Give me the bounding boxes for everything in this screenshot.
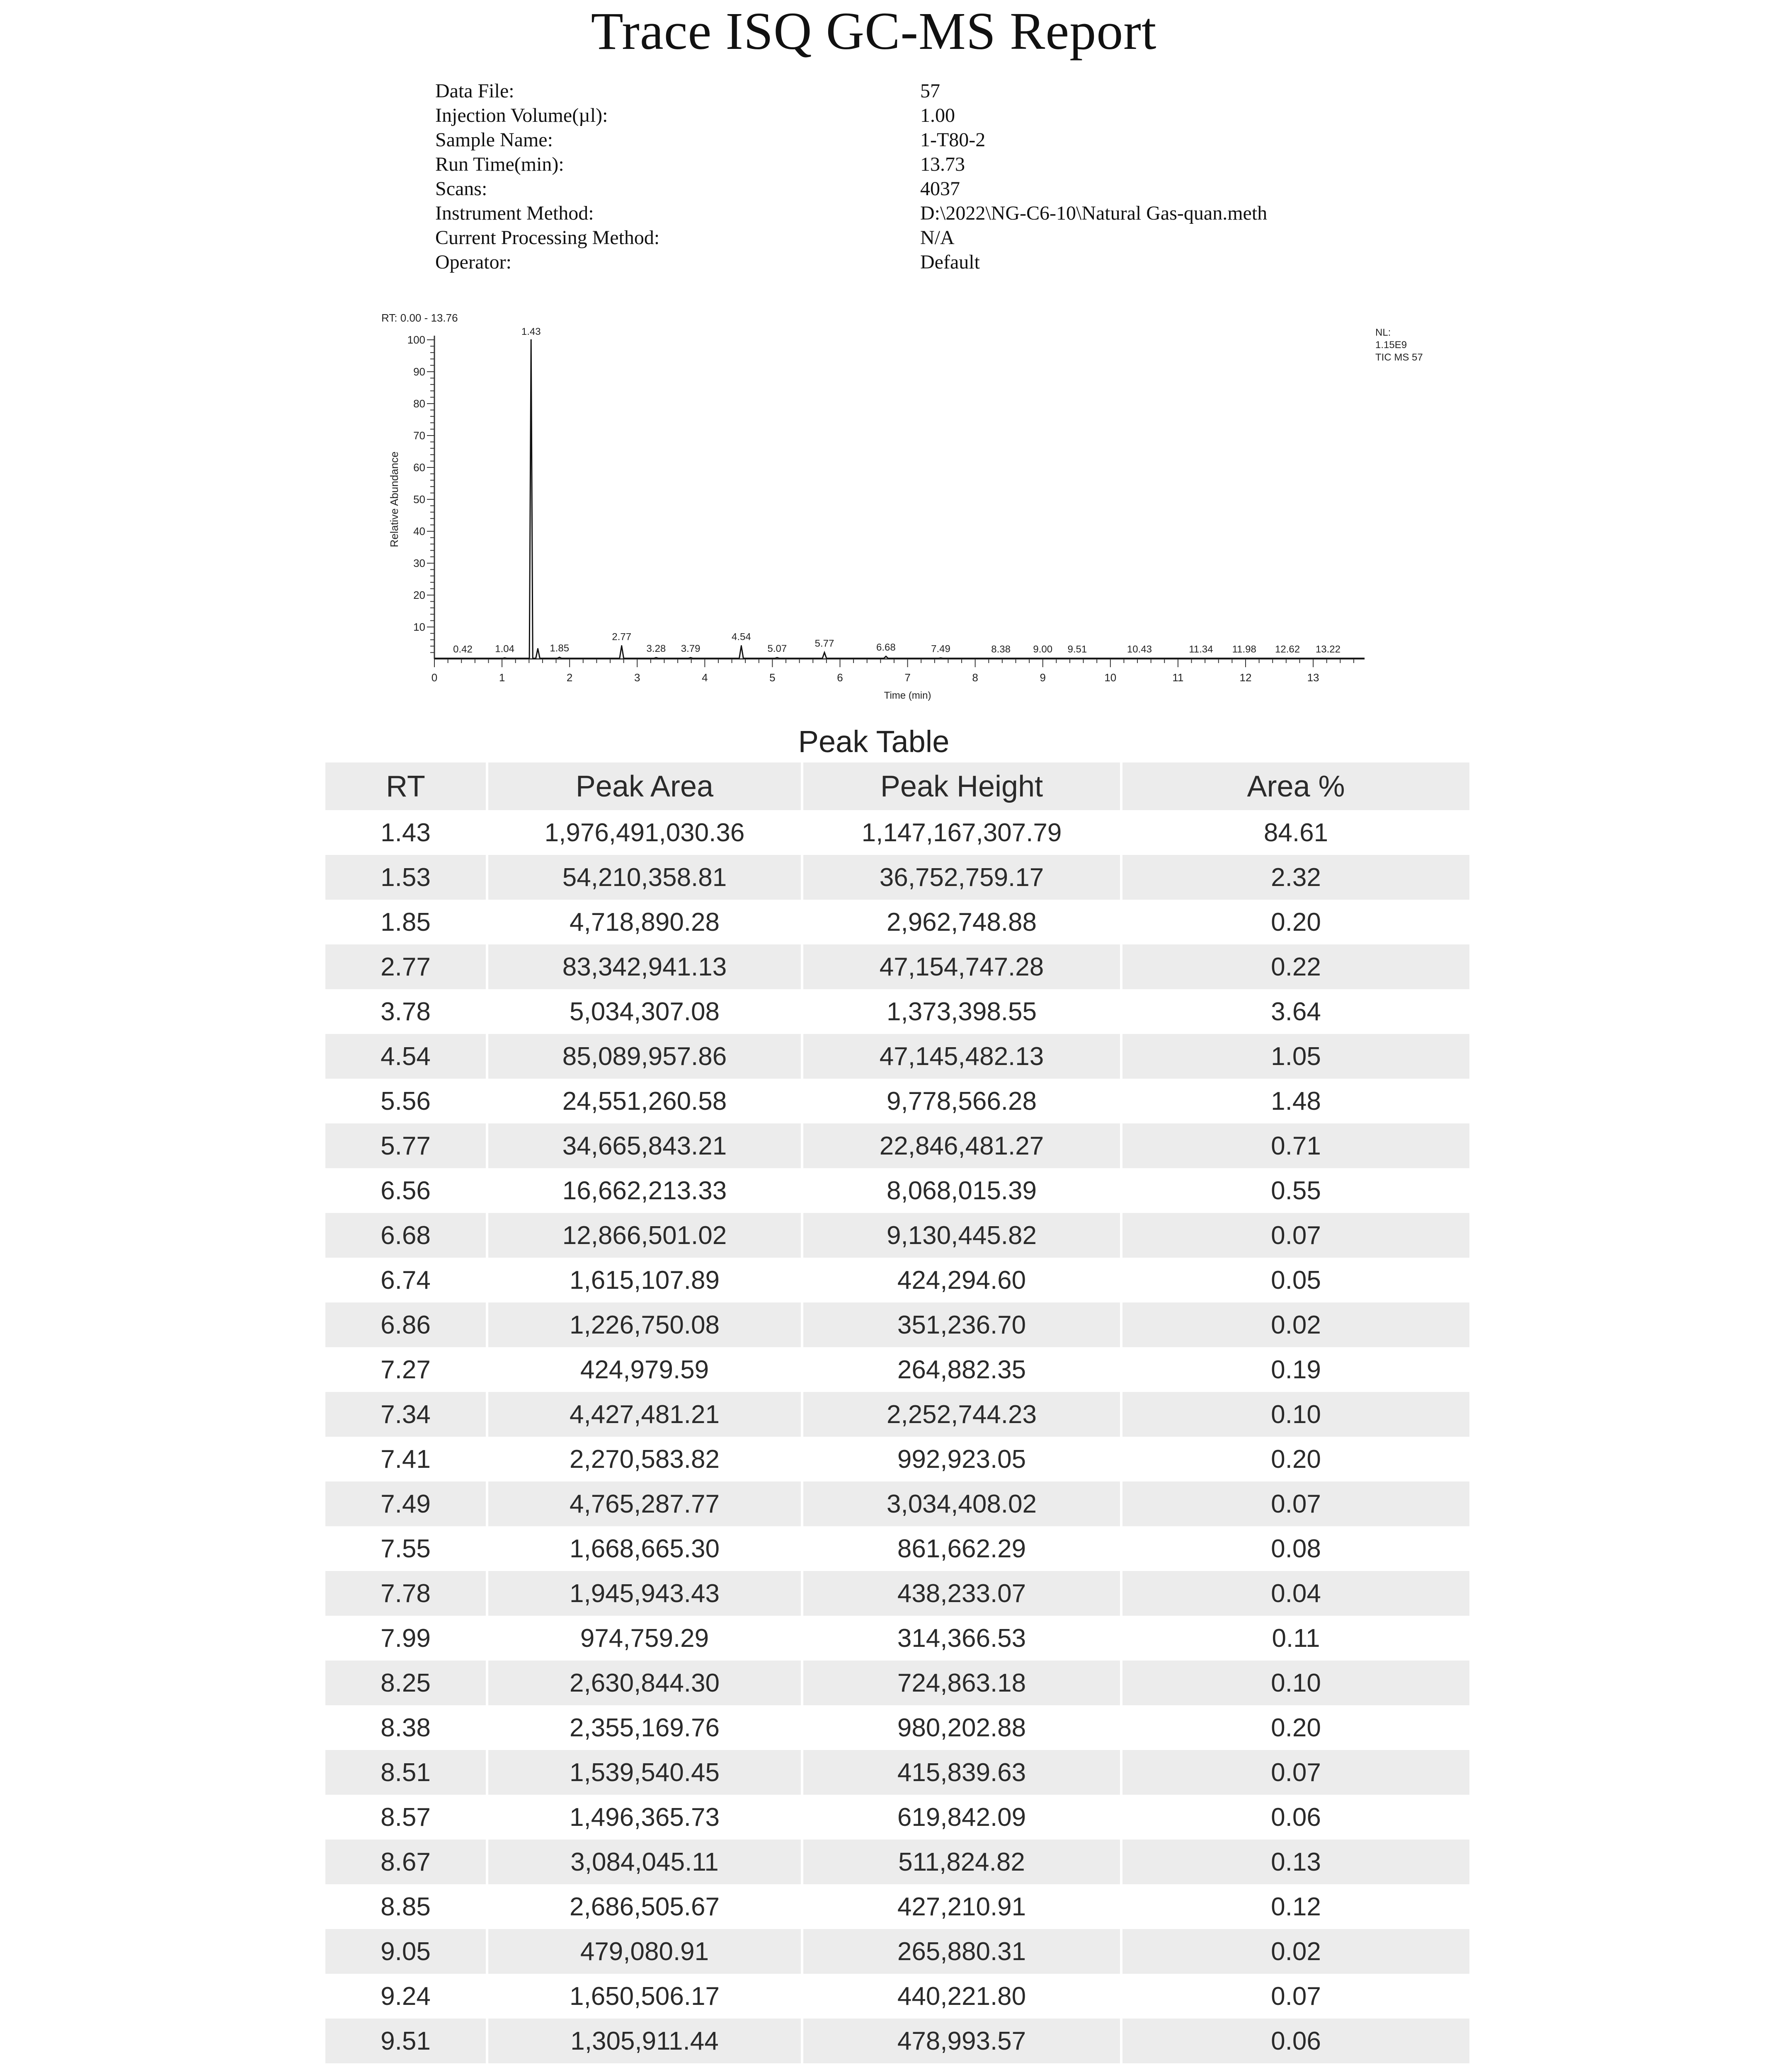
chromatogram-chart: [373, 307, 1513, 721]
cell-peak-area: 2,355,169.76: [487, 1705, 802, 1750]
header-area-percent: Area %: [1121, 762, 1469, 810]
cell-area-percent: 0.22: [1121, 944, 1469, 989]
meta-row: [435, 128, 1679, 152]
cell-rt: 1.43: [325, 810, 487, 855]
table-row: [325, 1168, 1469, 1213]
peak-point: [885, 656, 887, 657]
nl-label: NL:: [1375, 327, 1391, 338]
cell-peak-height: 8,068,015.39: [802, 1168, 1121, 1213]
table-row: [325, 1884, 1469, 1929]
peak-point: [559, 657, 560, 658]
y-tick-label: 20: [413, 589, 425, 601]
cell-rt: 7.78: [325, 1571, 487, 1616]
peak-label: 11.34: [1189, 644, 1213, 655]
y-axis-title: Relative Abundance: [388, 451, 400, 547]
peak-point: [824, 652, 825, 653]
cell-rt: 7.34: [325, 1392, 487, 1437]
cell-peak-area: 1,226,750.08: [487, 1302, 802, 1347]
cell-peak-area: 4,427,481.21: [487, 1392, 802, 1437]
table-row: [325, 1302, 1469, 1347]
cell-rt: 9.05: [325, 1929, 487, 1974]
table-row: [325, 1705, 1469, 1750]
cell-rt: 8.57: [325, 1795, 487, 1840]
cell-peak-area: 12,866,501.02: [487, 1213, 802, 1258]
cell-peak-area: 4,718,890.28: [487, 900, 802, 944]
peak-point: [741, 645, 742, 646]
meta-label: Instrument Method:: [435, 202, 594, 224]
cell-rt: 7.27: [325, 1347, 487, 1392]
peak-label: 0.42: [453, 644, 473, 655]
peak-label: 1.43: [521, 326, 541, 337]
cell-peak-height: 438,233.07: [802, 1571, 1121, 1616]
meta-label: Current Processing Method:: [435, 227, 660, 249]
cell-peak-area: 83,342,941.13: [487, 944, 802, 989]
cell-peak-height: 415,839.63: [802, 1750, 1121, 1795]
cell-peak-area: 4,765,287.77: [487, 1481, 802, 1526]
cell-rt: 9.51: [325, 2019, 487, 2063]
table-row: [325, 989, 1469, 1034]
peak-label: 3.79: [681, 643, 701, 654]
peak-label: 5.07: [767, 643, 787, 654]
peak-point: [1200, 658, 1202, 659]
table-row: [325, 1571, 1469, 1616]
y-tick-label: 80: [413, 397, 425, 410]
cell-area-percent: [1121, 2063, 1469, 2072]
table-row: [325, 1258, 1469, 1302]
cell-area-percent: 0.19: [1121, 1347, 1469, 1392]
cell-peak-height: 424,294.60: [802, 1258, 1121, 1302]
cell-rt: 5.56: [325, 1079, 487, 1123]
meta-row: [435, 177, 1679, 201]
y-tick-label: 70: [413, 429, 425, 442]
x-axis-title: Time (min): [884, 690, 931, 701]
cell-rt: 9.24: [325, 1974, 487, 2019]
table-row: [325, 1840, 1469, 1884]
table-row: [325, 944, 1469, 989]
cell-area-percent: 0.06: [1121, 1795, 1469, 1840]
cell-peak-height: 9,778,566.28: [802, 1079, 1121, 1123]
cell-area-percent: 2.32: [1121, 855, 1469, 900]
meta-label: Scans:: [435, 178, 487, 200]
meta-value: N/A: [920, 227, 955, 249]
cell-rt: 1.53: [325, 855, 487, 900]
cell-area-percent: 1.05: [1121, 1034, 1469, 1079]
peak-label: 9.51: [1067, 644, 1087, 655]
table-row: [325, 1526, 1469, 1571]
cell-peak-area: 3,084,045.11: [487, 1840, 802, 1884]
cell-peak-area: 1,976,491,030.36: [487, 810, 802, 855]
cell-peak-height: 1,147,167,307.79: [802, 810, 1121, 855]
table-row: [325, 900, 1469, 944]
peak-label: 12.62: [1275, 644, 1300, 655]
cell-peak-area: [487, 2063, 802, 2072]
cell-peak-area: 34,665,843.21: [487, 1123, 802, 1168]
cell-rt: 5.77: [325, 1123, 487, 1168]
cell-peak-area: 2,686,505.67: [487, 1884, 802, 1929]
cell-area-percent: 0.07: [1121, 1481, 1469, 1526]
cell-peak-height: 992,923.05: [802, 1437, 1121, 1481]
x-tick-label: 6: [837, 671, 843, 684]
cell-area-percent: 3.64: [1121, 989, 1469, 1034]
cell-rt: 8.25: [325, 1661, 487, 1705]
tic-trace: [434, 340, 1365, 658]
cell-peak-area: 1,945,943.43: [487, 1571, 802, 1616]
cell-rt: 7.41: [325, 1437, 487, 1481]
table-row: [325, 1929, 1469, 1974]
table-row: [325, 1616, 1469, 1661]
cell-peak-height: 264,882.35: [802, 1347, 1121, 1392]
x-tick-label: 8: [972, 671, 978, 684]
meta-row: [435, 152, 1679, 177]
cell-area-percent: 0.55: [1121, 1168, 1469, 1213]
table-row: [325, 855, 1469, 900]
table-row: [325, 810, 1469, 855]
cell-area-percent: 0.13: [1121, 1840, 1469, 1884]
table-row: [325, 1392, 1469, 1437]
cell-peak-area: 1,668,665.30: [487, 1526, 802, 1571]
cell-peak-area: 85,089,957.86: [487, 1034, 802, 1079]
cell-peak-area: 1,305,911.44: [487, 2019, 802, 2063]
peak-point: [1244, 658, 1245, 659]
cell-peak-height: 2,962,748.88: [802, 900, 1121, 944]
meta-value: D:\2022\NG-C6-10\Natural Gas-quan.meth: [920, 202, 1268, 224]
cell-peak-height: 440,221.80: [802, 1974, 1121, 2019]
peak-point: [690, 657, 691, 658]
peak-table: [325, 762, 1469, 2072]
peak-label: 1.85: [550, 643, 570, 654]
peak-point: [1000, 658, 1001, 659]
cell-area-percent: 0.05: [1121, 1258, 1469, 1302]
cell-peak-height: 478,993.57: [802, 2019, 1121, 2063]
meta-value: 57: [920, 80, 940, 102]
cell-area-percent: 0.02: [1121, 1929, 1469, 1974]
cell-rt: 8.67: [325, 1840, 487, 1884]
peak-point: [940, 657, 941, 658]
meta-label: Sample Name:: [435, 129, 553, 151]
meta-label: Run Time(min):: [435, 153, 564, 175]
cell-area-percent: 0.04: [1121, 1571, 1469, 1616]
x-tick-label: 12: [1239, 671, 1252, 684]
peak-point: [1042, 658, 1043, 659]
table-row: [325, 1347, 1469, 1392]
cell-peak-area: 24,551,260.58: [487, 1079, 802, 1123]
cell-area-percent: 0.02: [1121, 1302, 1469, 1347]
cell-rt: 6.86: [325, 1302, 487, 1347]
cell-peak-height: 47,145,482.13: [802, 1034, 1121, 1079]
x-tick-label: 0: [431, 671, 438, 684]
cell-area-percent: 0.11: [1121, 1616, 1469, 1661]
cell-peak-height: [802, 2063, 1121, 2072]
x-tick-label: 9: [1040, 671, 1046, 684]
cell-rt: 6.74: [325, 1258, 487, 1302]
y-tick-label: 40: [413, 525, 425, 537]
table-row: [325, 1034, 1469, 1079]
y-tick-label: 100: [407, 334, 425, 346]
header-peak-height: Peak Height: [802, 762, 1121, 810]
peak-point: [655, 657, 657, 658]
meta-value: 1-T80-2: [920, 129, 986, 151]
peak-label: 10.43: [1127, 644, 1152, 655]
cell-peak-height: 619,842.09: [802, 1795, 1121, 1840]
cell-peak-height: 3,034,408.02: [802, 1481, 1121, 1526]
cell-peak-height: 427,210.91: [802, 1884, 1121, 1929]
table-row: [325, 1661, 1469, 1705]
report-metadata: [435, 79, 1679, 274]
cell-peak-area: 2,270,583.82: [487, 1437, 802, 1481]
peak-label: 2.77: [612, 631, 632, 643]
meta-row: [435, 103, 1679, 128]
peak-label: 8.38: [991, 644, 1011, 655]
cell-peak-height: 980,202.88: [802, 1705, 1121, 1750]
peak-point: [776, 657, 778, 658]
cell-area-percent: 0.10: [1121, 1661, 1469, 1705]
cell-peak-height: 724,863.18: [802, 1661, 1121, 1705]
chromatogram-svg: [373, 307, 1513, 721]
peak-label: 3.28: [646, 643, 666, 654]
x-tick-label: 1: [499, 671, 505, 684]
peak-label: 4.54: [732, 631, 751, 643]
y-tick-label: 50: [413, 493, 425, 506]
cell-area-percent: 0.20: [1121, 1705, 1469, 1750]
peak-point: [1139, 658, 1140, 659]
table-row: [325, 2063, 1469, 2072]
cell-peak-height: 36,752,759.17: [802, 855, 1121, 900]
cell-rt: 7.55: [325, 1526, 487, 1571]
cell-peak-height: 1,373,398.55: [802, 989, 1121, 1034]
cell-peak-height: 314,366.53: [802, 1616, 1121, 1661]
table-row: [325, 1481, 1469, 1526]
cell-peak-height: 47,154,747.28: [802, 944, 1121, 989]
cell-peak-height: 861,662.29: [802, 1526, 1121, 1571]
cell-area-percent: 0.71: [1121, 1123, 1469, 1168]
cell-peak-area: 479,080.91: [487, 1929, 802, 1974]
cell-peak-area: 974,759.29: [487, 1616, 802, 1661]
peak-label: 5.77: [815, 638, 834, 649]
x-tick-label: 4: [702, 671, 708, 684]
peak-point: [504, 657, 505, 658]
peak-point: [1327, 658, 1328, 659]
table-row: [325, 1213, 1469, 1258]
peak-label: 7.49: [931, 643, 950, 655]
meta-label: Data File:: [435, 80, 514, 102]
x-tick-label: 11: [1172, 671, 1184, 684]
cell-peak-height: 9,130,445.82: [802, 1213, 1121, 1258]
y-tick-label: 90: [413, 366, 425, 378]
peak-table-title: Peak Table: [798, 724, 950, 759]
cell-area-percent: 0.08: [1121, 1526, 1469, 1571]
cell-peak-area: 1,615,107.89: [487, 1258, 802, 1302]
cell-area-percent: 0.07: [1121, 1974, 1469, 2019]
table-row: [325, 1123, 1469, 1168]
table-row: [325, 1750, 1469, 1795]
cell-peak-area: 2,630,844.30: [487, 1661, 802, 1705]
table-row: [325, 1437, 1469, 1481]
peak-label: 11.98: [1232, 644, 1256, 655]
header-rt: RT: [325, 762, 487, 810]
x-tick-label: 10: [1104, 671, 1117, 684]
peak-point: [531, 339, 532, 341]
x-tick-label: 7: [904, 671, 911, 684]
peak-point: [462, 658, 463, 659]
cell-rt: 4.54: [325, 1034, 487, 1079]
y-tick-label: 60: [413, 461, 425, 474]
y-tick-label: 10: [413, 621, 425, 633]
cell-rt: 8.38: [325, 1705, 487, 1750]
x-tick-label: 2: [566, 671, 573, 684]
cell-peak-area: 16,662,213.33: [487, 1168, 802, 1213]
cell-area-percent: 0.20: [1121, 900, 1469, 944]
meta-value: 1.00: [920, 104, 955, 126]
cell-peak-area: 1,650,506.17: [487, 1974, 802, 2019]
cell-rt: 7.99: [325, 1616, 487, 1661]
x-tick-label: 5: [769, 671, 776, 684]
cell-rt: 1.85: [325, 900, 487, 944]
cell-area-percent: 0.20: [1121, 1437, 1469, 1481]
cell-area-percent: 84.61: [1121, 810, 1469, 855]
header-peak-area: Peak Area: [487, 762, 802, 810]
cell-peak-height: 265,880.31: [802, 1929, 1121, 1974]
cell-peak-area: 1,496,365.73: [487, 1795, 802, 1840]
cell-rt: 2.77: [325, 944, 487, 989]
peak-point: [1287, 658, 1288, 659]
cell-peak-area: 1,539,540.45: [487, 1750, 802, 1795]
meta-row: [435, 79, 1679, 103]
peak-label: 6.68: [876, 641, 896, 653]
meta-row: [435, 225, 1679, 250]
rt-range-label: RT: 0.00 - 13.76: [381, 312, 458, 324]
x-tick-label: 3: [634, 671, 640, 684]
cell-rt: 6.68: [325, 1213, 487, 1258]
meta-row: [435, 250, 1679, 274]
cell-rt: 8.85: [325, 1884, 487, 1929]
nl-value: 1.15E9: [1375, 339, 1407, 351]
cell-area-percent: 0.10: [1121, 1392, 1469, 1437]
cell-peak-area: 5,034,307.08: [487, 989, 802, 1034]
meta-label: Operator:: [435, 251, 511, 273]
meta-value: 13.73: [920, 153, 965, 175]
peak-point: [621, 645, 622, 646]
peak-point: [537, 648, 538, 649]
table-row: [325, 1079, 1469, 1123]
peak-table-header: [325, 762, 1469, 810]
cell-peak-area: 424,979.59: [487, 1347, 802, 1392]
cell-area-percent: 1.48: [1121, 1079, 1469, 1123]
peak-label: 9.00: [1033, 644, 1053, 655]
meta-row: [435, 201, 1679, 225]
peak-point: [1076, 658, 1078, 659]
peak-label: 13.22: [1315, 644, 1341, 655]
cell-peak-height: 351,236.70: [802, 1302, 1121, 1347]
table-row: [325, 2019, 1469, 2063]
cell-area-percent: 0.06: [1121, 2019, 1469, 2063]
table-row: [325, 1974, 1469, 2019]
meta-label: Injection Volume(µl):: [435, 104, 608, 126]
x-tick-label: 13: [1307, 671, 1319, 684]
cell-area-percent: 0.07: [1121, 1213, 1469, 1258]
trace-label: TIC MS 57: [1375, 352, 1423, 363]
cell-peak-height: 2,252,744.23: [802, 1392, 1121, 1437]
meta-value: Default: [920, 251, 980, 273]
cell-rt: 7.49: [325, 1481, 487, 1526]
cell-rt: 8.51: [325, 1750, 487, 1795]
cell-rt: [325, 2063, 487, 2072]
cell-peak-height: 511,824.82: [802, 1840, 1121, 1884]
peak-label: 1.04: [495, 643, 514, 655]
table-row: [325, 1795, 1469, 1840]
cell-area-percent: 0.07: [1121, 1750, 1469, 1795]
cell-rt: 3.78: [325, 989, 487, 1034]
cell-peak-area: 54,210,358.81: [487, 855, 802, 900]
report-title: Trace ISQ GC-MS Report: [591, 2, 1157, 61]
cell-rt: 6.56: [325, 1168, 487, 1213]
cell-area-percent: 0.12: [1121, 1884, 1469, 1929]
meta-value: 4037: [920, 178, 960, 200]
cell-peak-height: 22,846,481.27: [802, 1123, 1121, 1168]
y-tick-label: 30: [413, 557, 425, 569]
